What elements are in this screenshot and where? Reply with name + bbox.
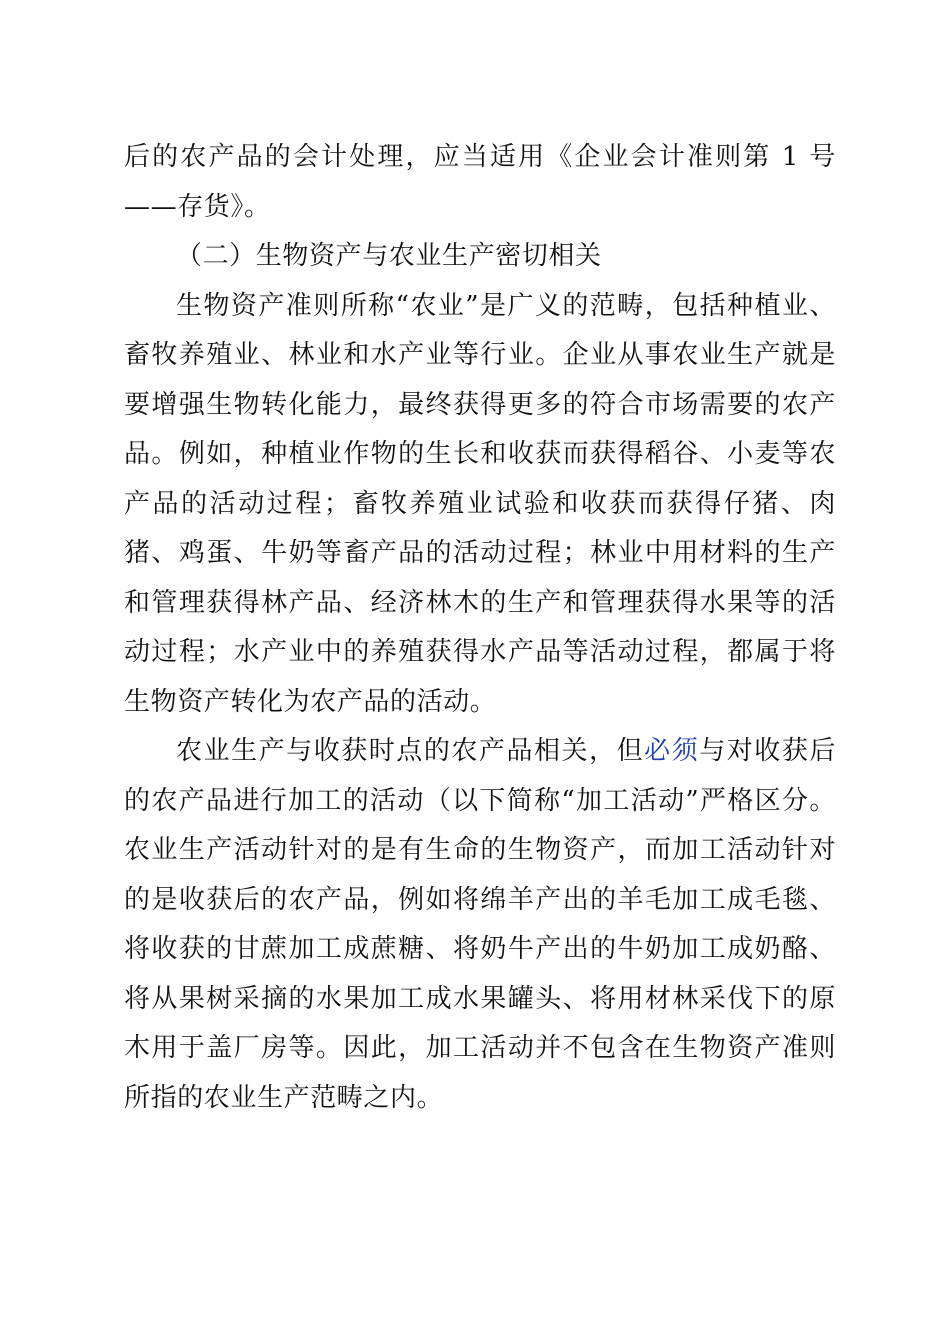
- paragraph-continuation: 后的农产品的会计处理，应当适用《企业会计准则第 1 号——存货》。: [124, 142, 836, 222]
- paragraph-text-before-link: 农业生产与收获时点的农产品相关，但: [176, 736, 645, 766]
- paragraph-processing-activity: [124, 727, 836, 1123]
- paragraph-text-after-link: 与对收获后的农产品进行加工的活动（以下简称“加工活动”严格区分。农业生产活动针对的是有生命的生物资产，而加工活动针对的是收获后的农产品，例如将绵羊产出的羊毛加工成毛毯、将收获的甘蔗加工成蔗糖、将奶牛产出的牛奶加工成奶酪、将从果树采摘的水果加工成水果罐头、将用材林采伐下的原木用于盖厂房等。因此，加工活动并不包含在生物资产准则所指的农业生产范畴之内。: [124, 736, 836, 1113]
- paragraph-agriculture-scope: 生物资产准则所称“农业”是广义的范畴，包括种植业、畜牧养殖业、林业和水产业等行业。企业从事农业生产就是要增强生物转化能力，最终获得更多的符合市场需要的农产品。例如，种植业作物的生长和收获而获得稻谷、小麦等农产品的活动过程；畜牧养殖业试验和收获而获得仔猪、肉猪、鸡蛋、牛奶等畜产品的活动过程；林业中用材料的生产和管理获得林产品、经济林木的生产和管理获得水果等的活动过程；水产业中的养殖获得水产品等活动过程，都属于将生物资产转化为农产品的活动。: [124, 290, 836, 717]
- section-heading: （二）生物资产与农业生产密切相关: [176, 241, 602, 271]
- must-link[interactable]: 必须: [644, 736, 700, 766]
- document-body: [124, 133, 836, 1123]
